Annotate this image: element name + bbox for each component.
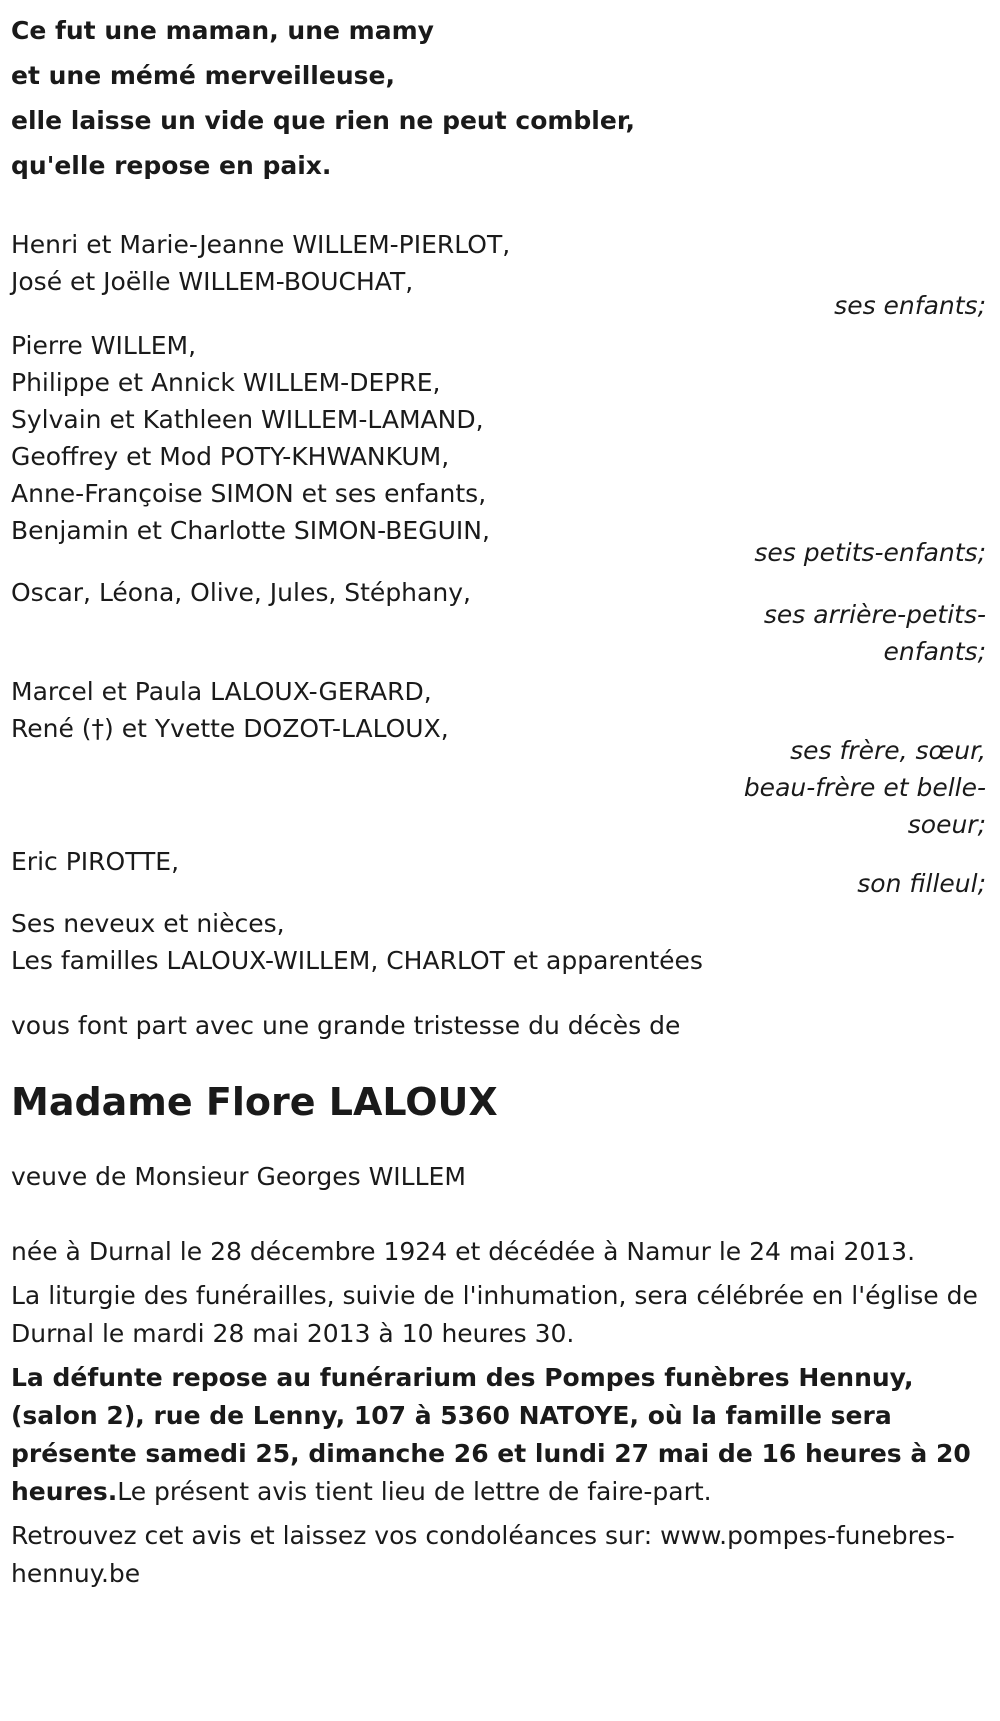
obituary-notice <box>11 0 986 1593</box>
liturgy-paragraph: La liturgie des funérailles, suivie de l'inhumation, sera célébrée en l'église de Durnal le mardi 28 mai 2013 à 10 heures 30. <box>11 1281 978 1348</box>
poem-line: et une mémé merveilleuse, <box>11 61 395 90</box>
family-group-godson <box>11 843 986 902</box>
family-group-grandchildren <box>11 327 986 571</box>
family-name: Geoffrey et Mod POTY-KHWANKUM, <box>11 442 450 471</box>
family-name: Benjamin et Charlotte SIMON-BEGUIN, <box>11 516 490 545</box>
condolences-paragraph: Retrouvez cet avis et laissez vos condoléances sur: www.pompes-funebres-hennuy.be <box>11 1521 955 1588</box>
birth-death-line: née à Durnal le 28 décembre 1924 et décédée à Namur le 24 mai 2013. <box>11 1237 916 1266</box>
family-name: José et Joëlle WILLEM-BOUCHAT, <box>11 267 414 296</box>
repose-bold-text: La défunte repose au funérarium des Pompes funèbres Hennuy, (salon 2), rue de Lenny, 107 à 5360 NATOYE, où la famille sera présente samedi 25, dimanche 26 et lundi 27 mai de 16 heures à 20 heures. <box>11 1363 971 1506</box>
poem-line: elle laisse un vide que rien ne peut combler, <box>11 106 635 135</box>
relation-label: son filleul; <box>857 869 986 898</box>
relation-label: ses arrière-petits- enfants; <box>763 600 986 666</box>
widow-line: veuve de Monsieur Georges WILLEM <box>11 1162 466 1191</box>
family-group-great-grandchildren <box>11 574 986 670</box>
deceased-name: Madame Flore LALOUX <box>11 1080 498 1124</box>
poem-line: Ce fut une maman, une mamy <box>11 16 434 45</box>
family-group-siblings <box>11 673 986 843</box>
family-group-extended <box>11 905 986 979</box>
relation-label: ses frère, sœur, beau-frère et belle- soeur; <box>743 736 986 839</box>
family-name: Sylvain et Kathleen WILLEM-LAMAND, <box>11 405 484 434</box>
repose-plain-text: Le présent avis tient lieu de lettre de faire-part. <box>117 1477 712 1506</box>
poem-line: qu'elle repose en paix. <box>11 151 332 180</box>
family-name: Ses neveux et nièces, <box>11 909 285 938</box>
family-name: Pierre WILLEM, <box>11 331 197 360</box>
family-name: René (†) et Yvette DOZOT-LALOUX, <box>11 714 449 743</box>
family-name: Henri et Marie-Jeanne WILLEM-PIERLOT, <box>11 230 511 259</box>
family-name: Anne-Françoise SIMON et ses enfants, <box>11 479 487 508</box>
family-name: Marcel et Paula LALOUX-GERARD, <box>11 677 432 706</box>
family-group-children <box>11 226 986 324</box>
repose-paragraph <box>11 1359 986 1511</box>
family-name: Eric PIROTTE, <box>11 847 180 876</box>
relation-label: ses petits-enfants; <box>754 538 986 567</box>
poem <box>11 8 986 188</box>
relation-label: ses enfants; <box>834 291 986 320</box>
family-name: Oscar, Léona, Olive, Jules, Stéphany, <box>11 578 471 607</box>
family-name: Les familles LALOUX-WILLEM, CHARLOT et apparentées <box>11 946 703 975</box>
family-name: Philippe et Annick WILLEM-DEPRE, <box>11 368 441 397</box>
announcement-intro: vous font part avec une grande tristesse du décès de <box>11 1011 681 1040</box>
